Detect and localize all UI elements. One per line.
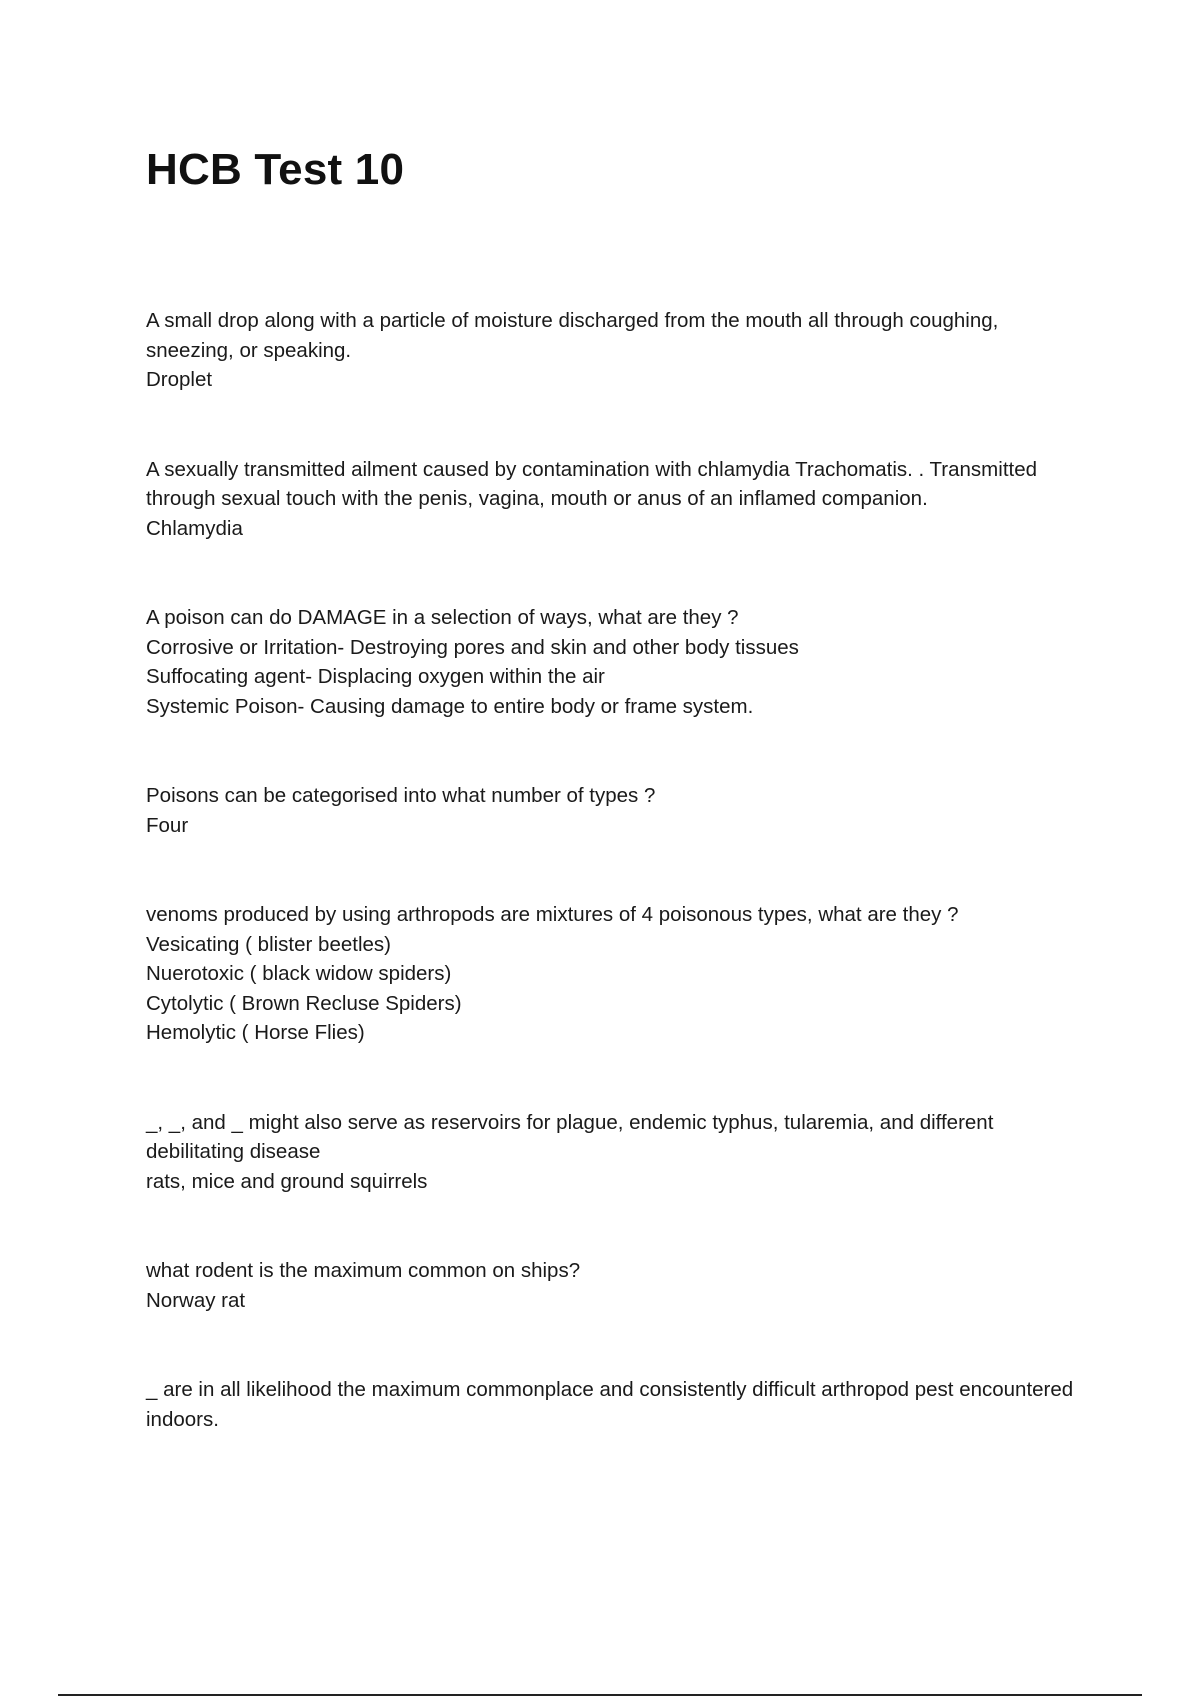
qa-item-3 [146,603,1076,721]
qa-item-4 [146,781,1076,840]
question-text: A sexually transmitted ailment caused by contamination with chlamydia Trachomatis. . Transmitted through sexual touch with the penis, vagina, mouth or anus of an inflamed companion. [146,457,1038,510]
answer-text: Systemic Poison- Causing damage to entire body or frame system. [146,694,754,718]
qa-item-6 [146,1108,1076,1197]
answer-text: Chlamydia [146,516,243,540]
answer-text: Hemolytic ( Horse Flies) [146,1021,365,1044]
answer-text: Corrosive or Irritation- Destroying pores and skin and other body tissues [146,635,799,659]
qa-list [146,306,1076,1494]
answer-text: Droplet [146,368,213,391]
footer-divider [58,1694,1142,1696]
qa-item-1 [146,306,1076,395]
answer-text: Nuerotoxic ( black widow spiders) [146,962,452,985]
answer-text: Cytolytic ( Brown Recluse Spiders) [146,991,462,1015]
answer-text: Vesicating ( blister beetles) [146,932,391,956]
question-text: A small drop along with a particle of moisture discharged from the mouth all through coughing, sneezing, or speaking. [146,309,999,362]
answer-text: Four [146,813,189,837]
question-text: _, _, and _ might also serve as reservoirs for plague, endemic typhus, tularemia, and different debilitating disease [146,1110,994,1163]
question-text: Poisons can be categorised into what number of types ? [146,784,656,807]
question-text: venoms produced by using arthropods are mixtures of 4 poisonous types, what are they ? [146,903,959,926]
qa-item-8 [146,1375,1076,1434]
question-text: _ are in all likelihood the maximum commonplace and consistently difficult arthropod pest encountered indoors. [146,1378,1074,1431]
qa-item-7 [146,1256,1076,1315]
page-title: HCB Test 10 [146,145,405,194]
qa-item-2 [146,455,1076,544]
answer-text: Suffocating agent- Displacing oxygen within the air [146,665,605,688]
answer-text: Norway rat [146,1288,246,1312]
answer-text: rats, mice and ground squirrels [146,1169,428,1193]
question-text: A poison can do DAMAGE in a selection of ways, what are they ? [146,606,739,629]
question-text: what rodent is the maximum common on ships? [146,1259,581,1282]
qa-item-5 [146,900,1076,1048]
